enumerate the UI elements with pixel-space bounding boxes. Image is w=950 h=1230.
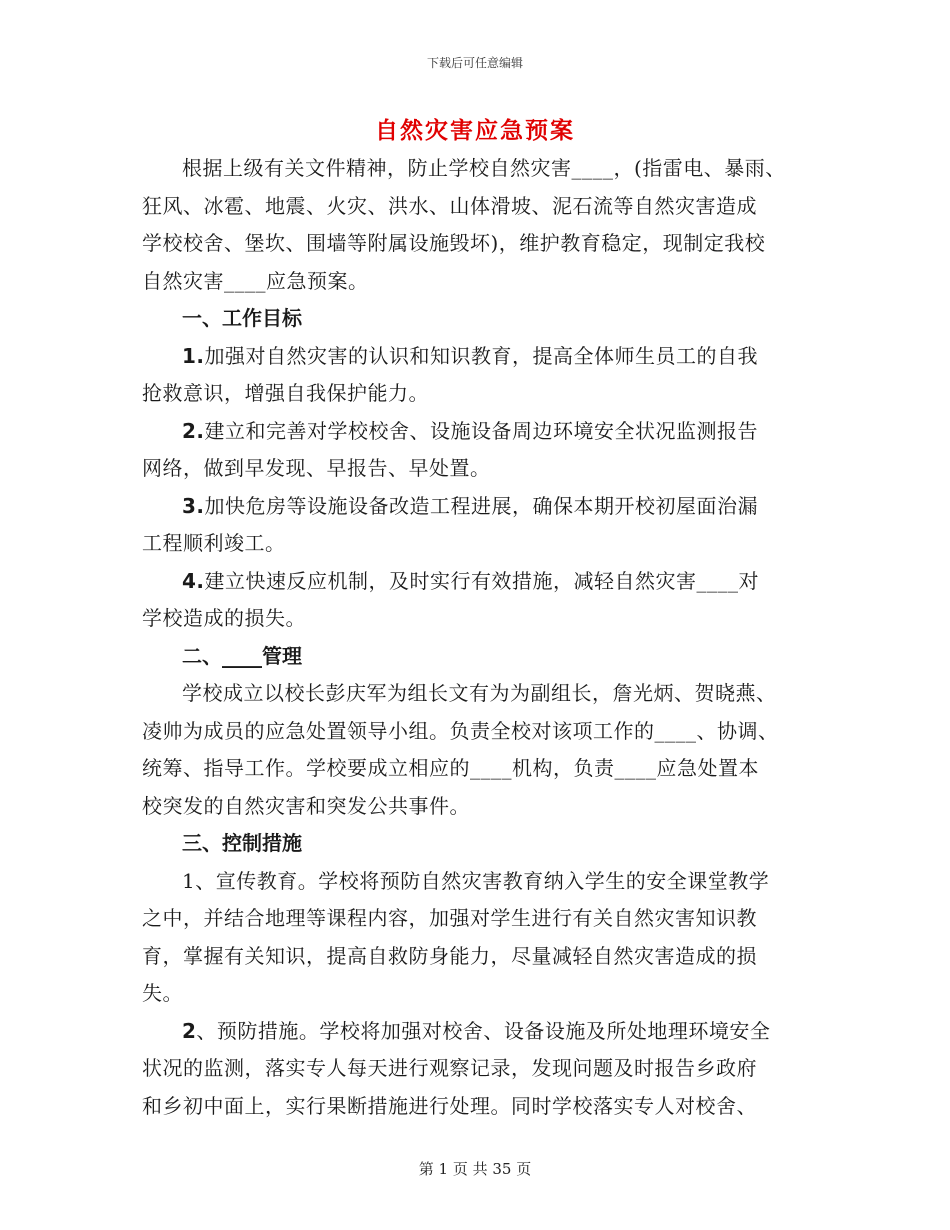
item-text: 网络，做到早发现、早报告、早处置。 <box>142 456 491 480</box>
management-paragraph <box>142 675 822 825</box>
item-text: 和乡初中面上，实行果断措施进行处理。同时学校落实专人对校舍、 <box>142 1093 757 1118</box>
goal-item-2 <box>142 413 822 488</box>
goal-item-4 <box>142 563 822 638</box>
item-text: 建立快速反应机制，及时实行有效措施，减轻自然灾害____对 <box>204 568 760 593</box>
item-text: 抢救意识，增强自我保护能力。 <box>142 381 429 405</box>
item-text: 建立和完善对学校校舍、设施设备周边环境安全状况监测报告 <box>204 418 759 443</box>
control-item-1 <box>142 863 822 1013</box>
item-number: 2 <box>182 1018 197 1043</box>
item-text: 加强对自然灾害的认识和知识教育，提高全体师生员工的自我 <box>204 343 759 368</box>
item-text: 工程顺利竣工。 <box>142 531 286 555</box>
item-text: 、预防措施。学校将加强对校舍、设备设施及所处地理环境安全 <box>196 1018 771 1043</box>
intro-line: 自然灾害____应急预案。 <box>142 268 369 293</box>
item-number: 2. <box>182 418 205 443</box>
item-text: 状况的监测，落实专人每天进行观察记录，发现问题及时报告乡政府 <box>142 1056 757 1080</box>
item-text: 育，掌握有关知识，提高自救防身能力，尽量减轻自然灾害造成的损 <box>142 943 757 968</box>
intro-line: 学校校舍、堡坎、围墙等附属设施毁坏)，维护教育稳定，现制定我校 <box>142 231 766 255</box>
management-line: 学校成立以校长彭庆军为组长文有为为副组长，詹光炳、贺晓燕、 <box>182 681 777 705</box>
section-heading-goals: 一、工作目标 <box>182 306 302 330</box>
item-number: 4. <box>182 568 205 593</box>
item-number: 3. <box>182 493 205 518</box>
management-line: 凌帅为成员的应急处置领导小组。负责全校对该项工作的____、协调、 <box>142 718 779 743</box>
intro-paragraph <box>142 150 822 300</box>
section-heading-control: 三、控制措施 <box>182 831 302 855</box>
intro-line: 狂风、冰雹、地震、火灾、洪水、山体滑坡、泥石流等自然灾害造成 <box>142 193 757 218</box>
header-note: 下载后可任意编辑 <box>426 56 523 70</box>
goal-item-3 <box>142 488 822 563</box>
management-line: 校突发的自然灾害和突发公共事件。 <box>142 793 470 818</box>
item-text: 加快危房等设施设备改造工程进展，确保本期开校初屋面治漏 <box>204 493 759 518</box>
document-title: 自然灾害应急预案 <box>375 118 575 144</box>
page-footer: 第 1 页 共 35 页 <box>418 1160 532 1178</box>
item-text: 失。 <box>142 981 183 1005</box>
intro-line: 根据上级有关文件精神，防止学校自然灾害____，(指雷电、暴雨、 <box>182 156 786 180</box>
management-line: 统筹、指导工作。学校要成立相应的____机构，负责____应急处置本 <box>142 756 759 780</box>
document-body <box>142 150 822 1125</box>
item-text: 、宣传教育。学校将预防自然灾害教育纳入学生的安全课堂教学 <box>195 868 770 893</box>
control-item-2 <box>142 1013 822 1126</box>
item-number: 1 <box>182 868 196 893</box>
item-text: 之中，并结合地理等课程内容，加强对学生进行有关自然灾害知识教 <box>142 906 757 930</box>
goal-item-1 <box>142 338 822 413</box>
section-heading-management: 二、____管理 <box>182 643 302 668</box>
item-number: 1. <box>182 343 205 368</box>
item-text: 学校造成的损失。 <box>142 606 306 630</box>
